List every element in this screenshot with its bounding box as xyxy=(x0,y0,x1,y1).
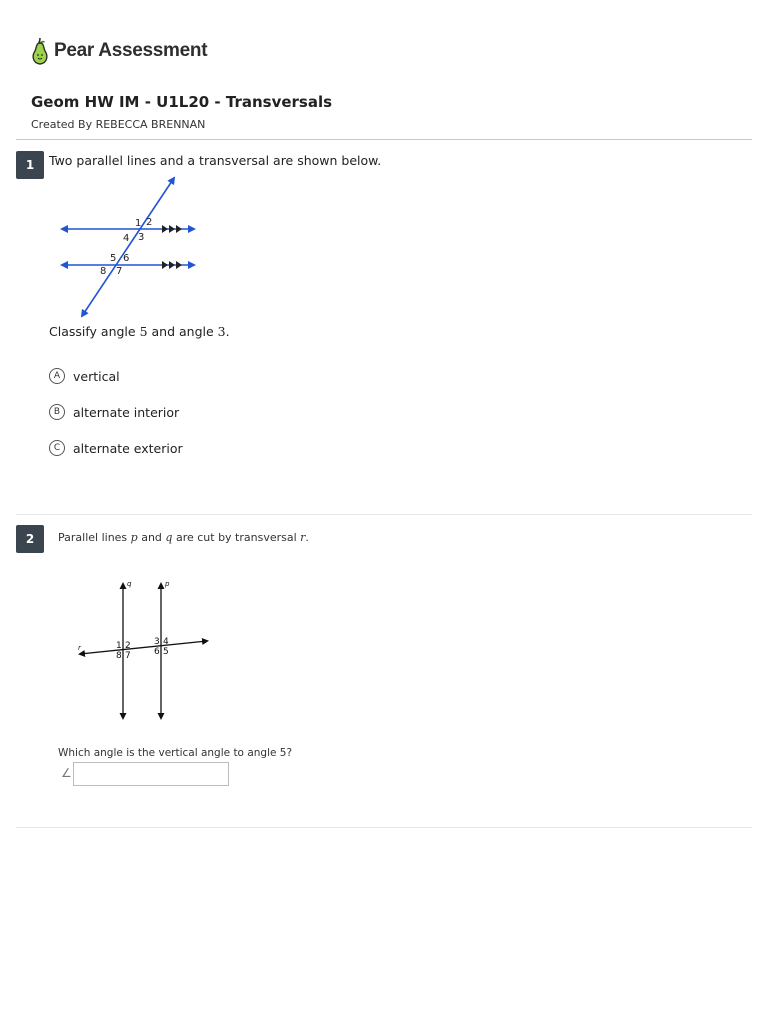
variable-p: p xyxy=(130,531,138,544)
transversal-line xyxy=(82,178,174,316)
question-prompt xyxy=(58,531,309,544)
choice-letter-circle: A xyxy=(49,368,65,384)
angle-label-2: 2 xyxy=(125,641,131,651)
angle-label-5: 5 xyxy=(163,647,169,657)
prompt-text: . xyxy=(305,531,309,544)
question-prompt: Two parallel lines and a transversal are shown below. xyxy=(49,153,382,168)
choice-b[interactable] xyxy=(49,404,179,420)
ask-text: Classify angle xyxy=(49,324,140,339)
answer-input[interactable] xyxy=(73,762,229,786)
choice-label: alternate interior xyxy=(73,404,180,420)
angle-label-4: 4 xyxy=(163,637,169,647)
parallel-marks-top xyxy=(162,225,182,233)
angle-label-7: 7 xyxy=(116,266,123,277)
parallel-marks-bottom xyxy=(162,261,182,269)
transversal-figure-2 xyxy=(72,576,217,724)
prompt-text: Parallel lines xyxy=(58,531,131,544)
variable-q: q xyxy=(165,531,173,544)
choice-letter-circle: B xyxy=(49,404,65,420)
angle-label-6: 6 xyxy=(154,647,160,657)
created-by: Created By REBECCA BRENNAN xyxy=(31,118,206,131)
angle-label-3: 3 xyxy=(154,637,160,647)
angle-symbol: ∠ xyxy=(61,766,72,780)
angle-label-7: 7 xyxy=(125,651,131,661)
line-r xyxy=(80,641,207,654)
choice-label: alternate exterior xyxy=(73,440,183,456)
transversal-figure-1 xyxy=(56,173,201,319)
question-ask: Which angle is the vertical angle to angle 5? xyxy=(58,747,293,759)
angle-label-1: 1 xyxy=(116,641,122,651)
question-divider xyxy=(16,827,752,828)
ask-angle-number: 5 xyxy=(139,324,148,339)
ask-text: . xyxy=(225,324,230,339)
question-divider xyxy=(16,514,752,515)
choice-c[interactable] xyxy=(49,440,183,456)
pear-icon xyxy=(30,36,50,66)
header-divider xyxy=(16,139,752,140)
line-label-p: p xyxy=(165,580,170,588)
angle-label-1: 1 xyxy=(135,218,142,229)
ask-text: and angle xyxy=(147,324,218,339)
angle-label-6: 6 xyxy=(123,253,130,264)
angle-label-8: 8 xyxy=(116,651,122,661)
line-label-q: q xyxy=(127,580,132,588)
variable-r: r xyxy=(300,531,306,544)
prompt-text: and xyxy=(137,531,166,544)
angle-label-4: 4 xyxy=(123,233,130,244)
pear-assessment-logo xyxy=(30,36,207,66)
angle-label-5: 5 xyxy=(110,253,117,264)
question-number-badge: 1 xyxy=(16,151,44,179)
angle-label-2: 2 xyxy=(146,217,153,228)
assignment-title: Geom HW IM - U1L20 - Transversals xyxy=(31,93,333,111)
prompt-text: are cut by transversal xyxy=(172,531,301,544)
question-ask xyxy=(49,324,230,339)
brand-name: Pear Assessment xyxy=(54,40,208,61)
ask-angle-number: 3 xyxy=(217,324,226,339)
choice-a[interactable] xyxy=(49,368,120,384)
question-number-badge: 2 xyxy=(16,525,44,553)
angle-label-8: 8 xyxy=(100,266,107,277)
choice-letter-circle: C xyxy=(49,440,65,456)
choice-label: vertical xyxy=(73,368,120,384)
angle-label-3: 3 xyxy=(138,232,145,243)
line-label-r: r xyxy=(78,644,81,652)
